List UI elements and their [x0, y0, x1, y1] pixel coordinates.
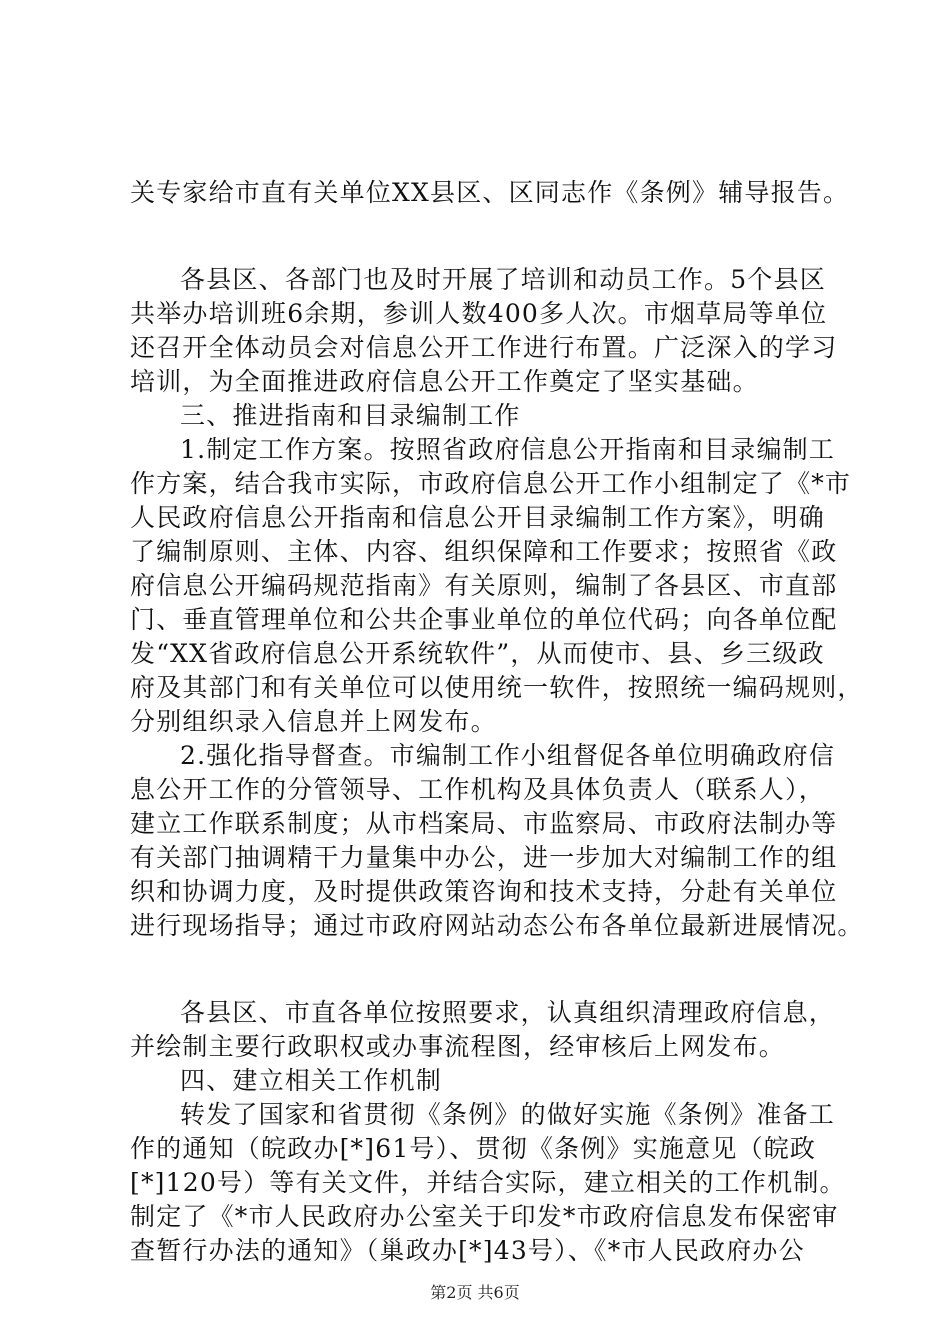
text-line: 有关部门抽调精干力量集中办公，进一步加大对编制工作的组: [130, 843, 838, 872]
paragraph-start-line: 各县区、市直各单位按照要求，认真组织清理政府信息，: [180, 998, 836, 1027]
text-line: 门、垂直管理单位和公共企事业单位的单位代码；向各单位配: [130, 605, 838, 634]
text-line: 进行现场指导；通过市政府网站动态公布各单位最新进展情况。: [130, 911, 864, 940]
paragraph-start-line: 转发了国家和省贯彻《条例》的做好实施《条例》准备工: [180, 1100, 836, 1129]
text-line: 并绘制主要行政职权或办事流程图，经审核后上网发布。: [130, 1032, 786, 1061]
section-heading: 四、建立相关工作机制: [180, 1066, 443, 1095]
text-line: 发“XX省政府信息公开系统软件”，从而使市、县、乡三级政: [130, 639, 825, 668]
text-line: 制定了《*市人民政府办公室关于印发*市政府信息发布保密审: [130, 1202, 839, 1231]
text-line: 查暂行办法的通知》（巢政办[*]43号）、《*市人民政府办公: [130, 1236, 805, 1265]
paragraph-start-line: 1.制定工作方案。按照省政府信息公开指南和目录编制工: [180, 435, 836, 464]
text-line: 还召开全体动员会对信息公开工作进行布置。广泛深入的学习: [130, 333, 838, 362]
text-line: [*]120号）等有关文件，并结合实际，建立相关的工作机制。: [130, 1168, 846, 1197]
paragraph-start-line: 各县区、各部门也及时开展了培训和动员工作。5个县区: [180, 265, 826, 294]
text-line: 府信息公开编码规范指南》有关原则，编制了各县区、市直部: [130, 571, 838, 600]
text-line: 作方案，结合我市实际，市政府信息公开工作小组制定了《*市: [130, 469, 852, 498]
text-line: 了编制原则、主体、内容、组织保障和工作要求；按照省《政: [130, 537, 838, 566]
page-number-footer: 第2页 共6页: [430, 1283, 520, 1302]
text-line: 织和协调力度，及时提供政策咨询和技术支持，分赴有关单位: [130, 877, 838, 906]
text-line: 作的通知（皖政办[*]61号）、贯彻《条例》实施意见（皖政: [130, 1134, 817, 1163]
text-line: 共举办培训班6余期，参训人数400多人次。市烟草局等单位: [130, 299, 828, 328]
text-line: 息公开工作的分管领导、工作机构及具体负责人（联系人），: [130, 775, 825, 804]
text-line: 培训，为全面推进政府信息公开工作奠定了坚实基础。: [130, 367, 759, 396]
paragraph-start-line: 2.强化指导督查。市编制工作小组督促各单位明确政府信: [180, 741, 836, 770]
text-line: 府及其部门和有关单位可以使用统一软件，按照统一编码规则，: [130, 673, 864, 702]
text-line: 关专家给市直有关单位XX县区、区同志作《条例》辅导报告。: [130, 178, 850, 207]
text-line: 建立工作联系制度；从市档案局、市监察局、市政府法制办等: [130, 809, 838, 838]
section-heading: 三、推进指南和目录编制工作: [180, 401, 521, 430]
text-line: 分别组织录入信息并上网发布。: [130, 707, 497, 736]
text-line: 人民政府信息公开指南和信息公开目录编制工作方案》，明确: [130, 503, 825, 532]
